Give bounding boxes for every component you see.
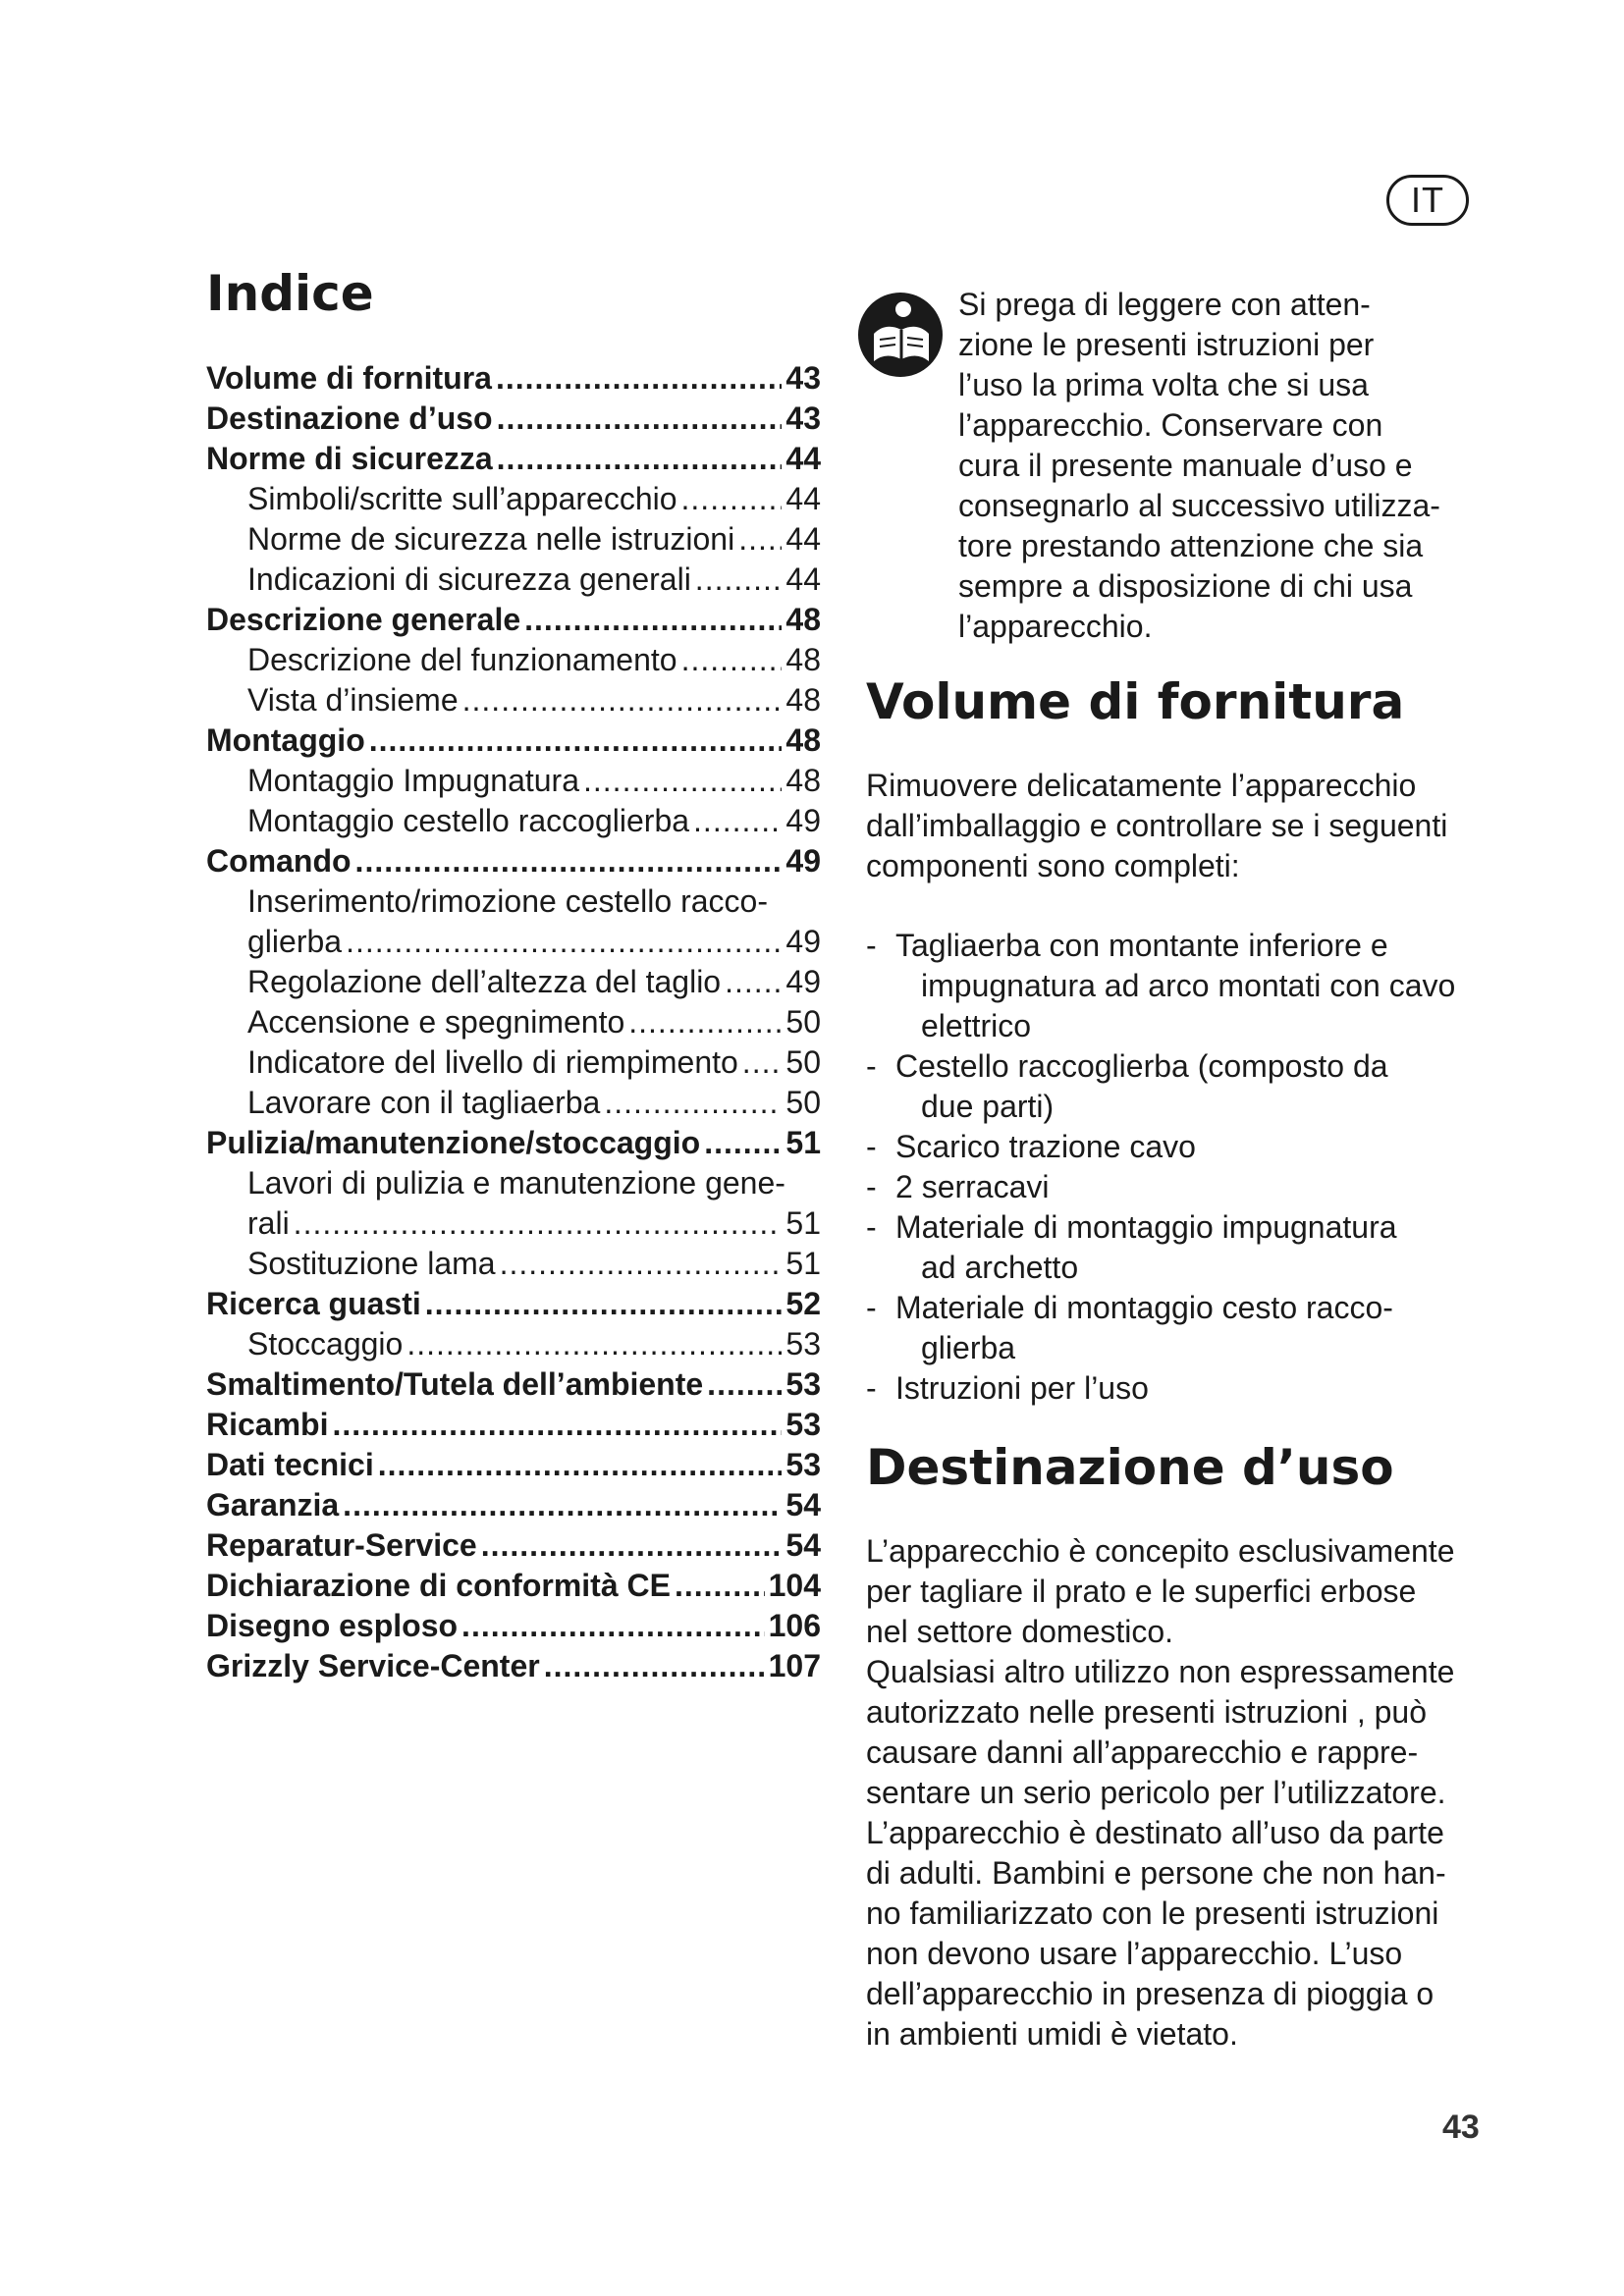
toc-leader-dots bbox=[378, 1445, 783, 1485]
toc-leader-dots bbox=[681, 479, 783, 519]
toc-entry-label: Indicatore del livello di riempimento bbox=[247, 1044, 738, 1080]
toc-entry bbox=[206, 479, 821, 519]
paragraph-line: per tagliare il prato e le superfici erbose bbox=[866, 1574, 1417, 1609]
toc-entry-label: Ricambi bbox=[206, 1407, 329, 1442]
toc-leader-dots bbox=[355, 841, 783, 881]
toc-entry bbox=[206, 1646, 821, 1686]
toc-entry-page: 106 bbox=[768, 1608, 821, 1643]
toc-entry-label: Comando bbox=[206, 843, 352, 879]
toc-entry-label: Simboli/scritte sull’apparecchio bbox=[247, 481, 677, 516]
bullet-dash: - bbox=[866, 928, 877, 963]
page-number: 43 bbox=[1442, 2109, 1480, 2146]
toc-leader-dots bbox=[742, 1042, 783, 1083]
language-badge: IT bbox=[1386, 175, 1469, 226]
toc-entry-page: 49 bbox=[785, 924, 821, 959]
toc-entry-page: 51 bbox=[785, 1246, 821, 1281]
toc-entry bbox=[206, 881, 821, 922]
list-item-line: ad archetto bbox=[921, 1250, 1079, 1285]
bullet-dash: - bbox=[866, 1290, 877, 1325]
toc-entry-label: Dati tecnici bbox=[206, 1447, 374, 1482]
list-item-line: 2 serracavi bbox=[895, 1169, 1050, 1204]
toc-entry bbox=[206, 439, 821, 479]
toc-entry bbox=[206, 922, 821, 962]
toc-entry-label: Dichiarazione di conformità CE bbox=[206, 1568, 671, 1603]
list-item-line: Materiale di montaggio cesto racco- bbox=[895, 1290, 1393, 1325]
list-item bbox=[866, 1207, 1504, 1288]
toc-leader-dots bbox=[294, 1203, 783, 1244]
toc-entry bbox=[206, 1405, 821, 1445]
paragraph-line: di adulti. Bambini e persone che non han- bbox=[866, 1855, 1446, 1891]
list-item-line: Istruzioni per l’uso bbox=[895, 1370, 1149, 1406]
toc-leader-dots bbox=[343, 1485, 782, 1525]
paragraph-line: Qualsiasi altro utilizzo non espressamente bbox=[866, 1654, 1455, 1689]
toc-entry-page: 107 bbox=[768, 1648, 821, 1683]
notice-line: l’apparecchio. bbox=[958, 609, 1153, 644]
toc-entry bbox=[206, 1123, 821, 1163]
toc-entry-page: 48 bbox=[785, 602, 821, 637]
toc-leader-dots bbox=[406, 1324, 782, 1364]
list-item bbox=[866, 1288, 1504, 1368]
toc-entry-page: 53 bbox=[785, 1407, 821, 1442]
toc-entry bbox=[206, 1284, 821, 1324]
toc-entry bbox=[206, 1002, 821, 1042]
paragraph-line: causare danni all’apparecchio e rappre- bbox=[866, 1735, 1419, 1770]
toc-leader-dots bbox=[583, 761, 782, 801]
list-item-line: glierba bbox=[921, 1330, 1016, 1365]
toc-leader-dots bbox=[707, 1364, 782, 1405]
list-item bbox=[866, 1046, 1504, 1127]
list-item-line: Materiale di montaggio impugnatura bbox=[895, 1209, 1397, 1245]
toc-leader-dots bbox=[725, 962, 782, 1002]
toc-entry-page: 49 bbox=[785, 843, 821, 879]
toc-entry-page: 50 bbox=[785, 1044, 821, 1080]
list-item-line: impugnatura ad arco montati con cavo bbox=[921, 968, 1456, 1003]
toc-entry bbox=[206, 640, 821, 680]
read-manual-icon bbox=[856, 291, 945, 379]
toc-entry-page: 44 bbox=[785, 481, 821, 516]
toc-entry-page: 43 bbox=[785, 400, 821, 436]
toc-leader-dots bbox=[425, 1284, 783, 1324]
paragraph-line: Rimuovere delicatamente l’apparecchio bbox=[866, 768, 1417, 803]
toc-leader-dots bbox=[628, 1002, 782, 1042]
toc-entry bbox=[206, 721, 821, 761]
toc-leader-dots bbox=[481, 1525, 783, 1566]
toc-entry-label: Reparatur-Service bbox=[206, 1527, 477, 1563]
toc-entry-label: Montaggio cestello raccoglierba bbox=[247, 803, 690, 838]
toc-entry-label: Lavorare con il tagliaerba bbox=[247, 1085, 601, 1120]
toc-entry-label: Accensione e spegnimento bbox=[247, 1004, 625, 1040]
toc-entry bbox=[206, 680, 821, 721]
toc-entry-page: 54 bbox=[785, 1527, 821, 1563]
toc-entry-label: Montaggio Impugnatura bbox=[247, 763, 579, 798]
toc-entry bbox=[206, 962, 821, 1002]
toc-entry-label: Norme di sicurezza bbox=[206, 441, 493, 476]
notice-line: consegnarlo al successivo utilizza- bbox=[958, 488, 1440, 523]
toc-leader-dots bbox=[346, 922, 782, 962]
paragraph-line: L’apparecchio è concepito esclusivamente bbox=[866, 1533, 1455, 1569]
notice-line: Si prega di leggere con atten- bbox=[958, 287, 1371, 322]
toc-leader-dots bbox=[738, 519, 782, 560]
toc-entry bbox=[206, 1566, 821, 1606]
toc-leader-dots bbox=[704, 1123, 782, 1163]
toc-entry-label: Inserimento/rimozione cestello racco- bbox=[247, 883, 768, 919]
toc-leader-dots bbox=[695, 560, 783, 600]
toc-entry-label: Norme de sicurezza nelle istruzioni bbox=[247, 521, 735, 557]
toc-entry bbox=[206, 1324, 821, 1364]
toc-entry-label: Descrizione generale bbox=[206, 602, 521, 637]
toc-entry-page: 50 bbox=[785, 1085, 821, 1120]
toc-leader-dots bbox=[604, 1083, 782, 1123]
toc-leader-dots bbox=[681, 640, 783, 680]
toc-entry-page: 44 bbox=[785, 521, 821, 557]
toc-entry-page: 48 bbox=[785, 642, 821, 677]
notice-line: tore prestando attenzione che sia bbox=[958, 528, 1424, 563]
bullet-dash: - bbox=[866, 1048, 877, 1084]
toc-leader-dots bbox=[496, 358, 782, 399]
section-heading-volume: Volume di fornitura bbox=[866, 673, 1405, 730]
toc-entry bbox=[206, 358, 821, 399]
toc-entry-label: Sostituzione lama bbox=[247, 1246, 496, 1281]
toc-entry-page: 48 bbox=[785, 722, 821, 758]
bullet-dash: - bbox=[866, 1209, 877, 1245]
bullet-dash: - bbox=[866, 1129, 877, 1164]
notice-line: l’apparecchio. Conservare con bbox=[958, 407, 1383, 443]
toc-entry-page: 48 bbox=[785, 682, 821, 718]
toc-entry-label: Pulizia/manutenzione/stoccaggio bbox=[206, 1125, 701, 1160]
list-item bbox=[866, 1167, 1504, 1207]
toc-entry-page: 54 bbox=[785, 1487, 821, 1522]
list-item bbox=[866, 1368, 1504, 1409]
toc-entry-page: 104 bbox=[768, 1568, 821, 1603]
toc-entry-page: 44 bbox=[785, 561, 821, 597]
toc-entry-label: glierba bbox=[247, 924, 343, 959]
toc-entry-page: 51 bbox=[785, 1205, 821, 1241]
toc-entry-label: Grizzly Service-Center bbox=[206, 1648, 540, 1683]
toc-entry-label: rali bbox=[247, 1205, 290, 1241]
toc-entry bbox=[206, 1244, 821, 1284]
toc-entry-page: 48 bbox=[785, 763, 821, 798]
list-item bbox=[866, 1127, 1504, 1167]
notice-line: sempre a disposizione di chi usa bbox=[958, 568, 1413, 604]
toc-leader-dots bbox=[497, 399, 783, 439]
toc-entry-label: Montaggio bbox=[206, 722, 365, 758]
toc-entry-page: 49 bbox=[785, 803, 821, 838]
toc-entry bbox=[206, 560, 821, 600]
paragraph-line: autorizzato nelle presenti istruzioni , può bbox=[866, 1694, 1427, 1730]
toc-entry bbox=[206, 1364, 821, 1405]
toc-entry-label: Vista d’insieme bbox=[247, 682, 459, 718]
toc-leader-dots bbox=[675, 1566, 765, 1606]
toc-leader-dots bbox=[500, 1244, 783, 1284]
toc-title: Indice bbox=[206, 265, 374, 322]
list-item-line: elettrico bbox=[921, 1008, 1032, 1043]
toc-leader-dots bbox=[332, 1405, 782, 1445]
toc-entry bbox=[206, 1203, 821, 1244]
toc-entry-page: 53 bbox=[785, 1447, 821, 1482]
paragraph-line: in ambienti umidi è vietato. bbox=[866, 2016, 1238, 2052]
bullet-dash: - bbox=[866, 1370, 877, 1406]
toc-entry bbox=[206, 519, 821, 560]
toc-leader-dots bbox=[544, 1646, 765, 1686]
list-item-line: due parti) bbox=[921, 1089, 1055, 1124]
list-item bbox=[866, 926, 1504, 1046]
toc-entry-page: 50 bbox=[785, 1004, 821, 1040]
toc-entry bbox=[206, 801, 821, 841]
delivery-items-list bbox=[866, 926, 1504, 1409]
toc-entry bbox=[206, 1083, 821, 1123]
toc-entry bbox=[206, 841, 821, 881]
toc-entry-page: 49 bbox=[785, 964, 821, 999]
paragraph-line: nel settore domestico. bbox=[866, 1614, 1174, 1649]
toc-leader-dots bbox=[693, 801, 782, 841]
paragraph-line: dell’apparecchio in presenza di pioggia o bbox=[866, 1976, 1435, 2011]
toc-entry-label: Indicazioni di sicurezza generali bbox=[247, 561, 691, 597]
toc-entry-label: Lavori di pulizia e manutenzione gene- bbox=[247, 1165, 785, 1201]
toc-entry-page: 52 bbox=[785, 1286, 821, 1321]
toc-entry-page: 43 bbox=[785, 360, 821, 396]
notice-line: zione le presenti istruzioni per bbox=[958, 327, 1375, 362]
toc-entry bbox=[206, 1606, 821, 1646]
paragraph-line: componenti sono completi: bbox=[866, 848, 1240, 883]
toc-entry-label: Disegno esploso bbox=[206, 1608, 459, 1643]
toc-entry-label: Smaltimento/Tutela dell’ambiente bbox=[206, 1366, 704, 1402]
toc-entry bbox=[206, 1163, 821, 1203]
paragraph-line: no familiarizzato con le presenti istruzioni bbox=[866, 1896, 1439, 1931]
intended-use-text bbox=[866, 1531, 1504, 2055]
read-instructions-notice bbox=[958, 285, 1508, 647]
toc-entry-page: 51 bbox=[785, 1125, 821, 1160]
toc-entry-page: 53 bbox=[785, 1326, 821, 1362]
toc-leader-dots bbox=[524, 600, 782, 640]
paragraph-line: dall’imballaggio e controllare se i seguenti bbox=[866, 808, 1448, 843]
toc-leader-dots bbox=[497, 439, 783, 479]
toc-entry bbox=[206, 600, 821, 640]
toc-entry-label: Destinazione d’uso bbox=[206, 400, 493, 436]
paragraph-line: non devono usare l’apparecchio. L’uso bbox=[866, 1936, 1403, 1971]
bullet-dash: - bbox=[866, 1169, 877, 1204]
toc-entry-label: Regolazione dell’altezza del taglio bbox=[247, 964, 722, 999]
toc-entry-page: 44 bbox=[785, 441, 821, 476]
list-item-line: Cestello raccoglierba (composto da bbox=[895, 1048, 1388, 1084]
paragraph-line: sentare un serio pericolo per l’utilizzatore. bbox=[866, 1775, 1446, 1810]
toc-entry bbox=[206, 761, 821, 801]
toc-entry-page: 53 bbox=[785, 1366, 821, 1402]
toc-leader-dots bbox=[461, 1606, 765, 1646]
toc-entry-label: Garanzia bbox=[206, 1487, 340, 1522]
toc-entry bbox=[206, 1525, 821, 1566]
notice-line: l’uso la prima volta che si usa bbox=[958, 367, 1369, 402]
paragraph-line: L’apparecchio è destinato all’uso da parte bbox=[866, 1815, 1444, 1850]
toc-entry bbox=[206, 1445, 821, 1485]
toc-entry-label: Descrizione del funzionamento bbox=[247, 642, 677, 677]
list-item-line: Tagliaerba con montante inferiore e bbox=[895, 928, 1388, 963]
section-heading-destinazione: Destinazione d’uso bbox=[866, 1439, 1394, 1496]
notice-line: cura il presente manuale d’uso e bbox=[958, 448, 1413, 483]
toc-entry-label: Volume di fornitura bbox=[206, 360, 492, 396]
volume-intro bbox=[866, 766, 1504, 886]
toc-entry-label: Ricerca guasti bbox=[206, 1286, 421, 1321]
toc-leader-dots bbox=[462, 680, 783, 721]
table-of-contents bbox=[206, 358, 821, 1686]
toc-entry bbox=[206, 1042, 821, 1083]
list-item-line: Scarico trazione cavo bbox=[895, 1129, 1196, 1164]
toc-entry bbox=[206, 399, 821, 439]
toc-leader-dots bbox=[369, 721, 783, 761]
toc-entry bbox=[206, 1485, 821, 1525]
toc-entry-label: Stoccaggio bbox=[247, 1326, 404, 1362]
